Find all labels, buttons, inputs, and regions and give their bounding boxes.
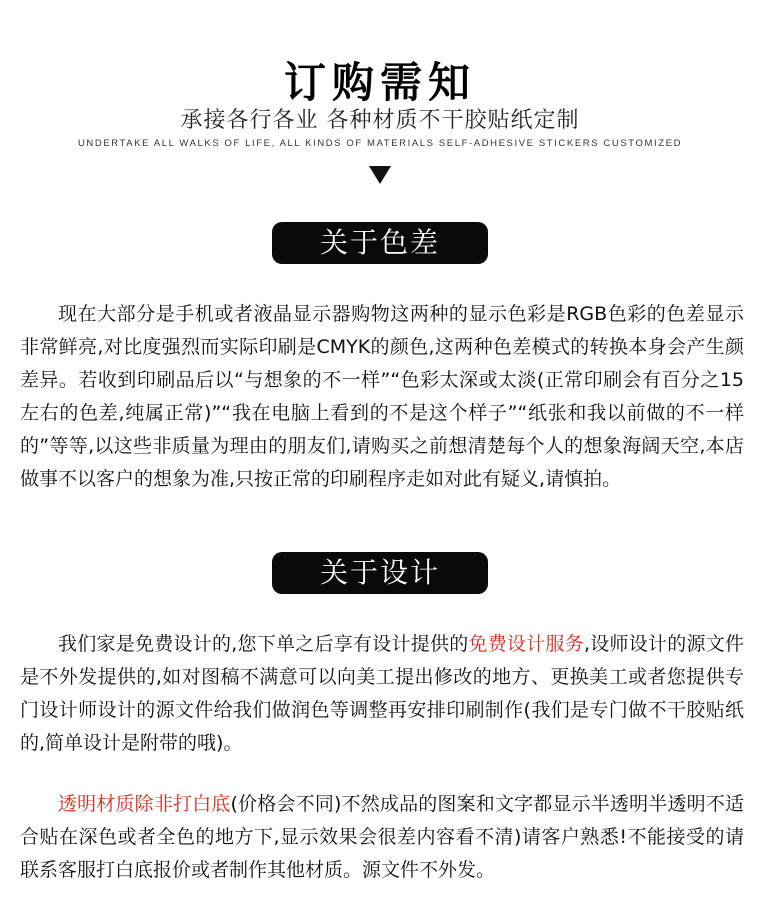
design-paragraph (20, 628, 744, 760)
section-heading-color: 关于色差 (272, 222, 488, 264)
section-heading-design: 关于设计 (272, 552, 488, 594)
transparent-material-note (20, 788, 744, 887)
down-triangle-icon (369, 166, 391, 184)
free-design-highlight: 免费设计服务 (468, 633, 584, 655)
color-difference-paragraph: 现在大部分是手机或者液晶显示器购物这两种的显示色彩是RGB色彩的色差显示非常鲜亮,对比度强烈而实际印刷是CMYK的颜色,这两种色差模式的转换本身会产生颜差异。若收到印刷品后以“与想象的不一样”“色彩太深或太淡(正常印刷会有百分之15左右的色差,纯属正常)”“我在电脑上看到的不是这个样子”“纸张和我以前做的不一样的”等等,以这些非质量为理由的朋友们,请购买之前想清楚每个人的想象海阔天空,本店做事不以客户的想象为准,只按正常的印刷程序走如对此有疑义,请慎拍。 (20, 303, 744, 490)
design-text-pre: 我们家是免费设计的,您下单之后享有设计提供的 (58, 633, 469, 655)
page-subtitle: 承接各行各业 各种材质不干胶贴纸定制 (180, 108, 580, 133)
page-title: 订购需知 (283, 58, 476, 107)
transparent-material-text: (价格会不同)不然成品的图案和文字都显示半透明半透明不适合贴在深色或者全色的地方下,显示效果会很差内容看不清)请客户熟悉!不能接受的请联系客服打白底报价或者制作其他材质。源文件不外发。 (20, 793, 744, 881)
design-text-post: ,设师设计的源文件是不外发提供的,如对图稿不满意可以向美工提出修改的地方、更换美工或者您提供专门设计师设计的源文件给我们做润色等调整再安排印刷制作(我们是专门做不干胶贴纸的,简单设计是附带的哦)。 (20, 633, 744, 754)
transparent-material-highlight: 透明材质除非打白底 (58, 793, 231, 815)
english-tagline: UNDERTAKE ALL WALKS OF LIFE, ALL KINDS OF MATERIALS SELF-ADHESIVE STICKERS CUSTOMIZED (77, 138, 683, 149)
